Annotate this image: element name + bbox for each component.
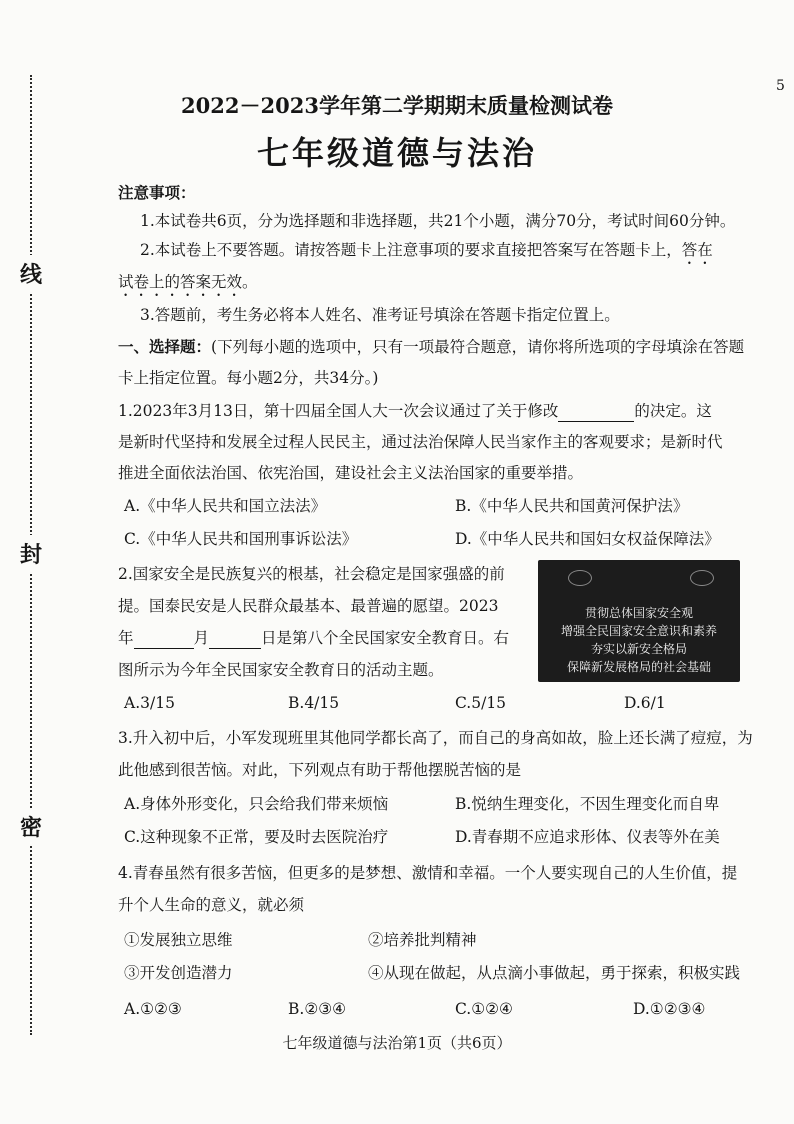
exam-title: 2022－2023学年第二学期期末质量检测试卷 — [181, 93, 613, 118]
question-1-stem: 1.2023年3月13日，第十四届全国人大一次会议通过了关于修改 的决定。这 — [118, 402, 712, 420]
binding-char-bottom: 密 — [18, 808, 44, 845]
question-2-stem-4: 图所示为今年全民国家安全教育日的活动主题。 — [118, 661, 444, 679]
question-2-option-b: B.4/15 — [288, 694, 340, 712]
question-4-statement-4: ④从现在做起，从点滴小事做起，勇于探索，积极实践 — [368, 964, 741, 982]
question-1-option-b: B.《中华人民共和国黄河保护法》 — [455, 497, 689, 515]
question-3-option-b: B.悦纳生理变化，不因生理变化而自卑 — [455, 795, 720, 813]
emblem-icon — [568, 570, 592, 586]
notice-heading: 注意事项： — [118, 183, 196, 202]
notice-item-3: 3.答题前，考生务必将本人姓名、准考证号填涂在答题卡指定位置上。 — [140, 306, 620, 324]
question-1-option-a: A.《中华人民共和国立法法》 — [124, 497, 327, 515]
question-2-stem-3: 年 月 日是第八个全民国家安全教育日。右 — [118, 629, 510, 647]
question-2-option-a: A.3/15 — [124, 694, 175, 712]
question-4-option-b: B.②③④ — [288, 1000, 347, 1018]
notice-item-2-cont: 试卷上的答案无效。 — [118, 273, 258, 291]
poster-line-2: 增强全民国家安全意识和素养 — [560, 624, 717, 638]
question-3-stem-2: 此他感到很苦恼。对此，下列观点有助于帮他摆脱苦恼的是 — [118, 761, 522, 779]
section1-instructions: 一、选择题：(下列每小题的选项中，只有一项最符合题意，请你将所选项的字母填涂在答题 — [118, 337, 745, 356]
page-number: 5 — [776, 78, 785, 94]
notice-item-2: 2.本试卷上不要答题。请按答题卡上注意事项的要求直接把答案写在答题卡上，答在 — [140, 241, 713, 259]
exam-subject: 七年级道德与法治 — [256, 134, 537, 172]
poster-line-3: 夯实以新安全格局 — [590, 642, 687, 656]
binding-char-middle: 封 — [18, 535, 44, 572]
question-4-stem: 4.青春虽然有很多苦恼，但更多的是梦想、激情和幸福。一个人要实现自己的人生价值，提 — [118, 864, 738, 882]
question-3-option-d: D.青春期不应追求形体、仪表等外在美 — [455, 828, 720, 846]
page-footer: 七年级道德与法治第1页（共6页） — [282, 1034, 512, 1052]
section1-instructions-cont: 卡上指定位置。每小题2分，共34分。) — [118, 369, 379, 387]
question-4-option-c: C.①②④ — [455, 1000, 513, 1018]
question-4-statement-2: ②培养批判精神 — [368, 931, 477, 949]
binding-char-top: 线 — [18, 255, 44, 292]
question-4-stem-2: 升个人生命的意义，就必须 — [118, 896, 305, 914]
question-1-stem-2: 是新时代坚持和发展全过程人民民主，通过法治保障人民当家作主的客观要求；是新时代 — [118, 433, 723, 451]
question-3-stem: 3.升入初中后，小军发现班里其他同学都长高了，而自己的身高如故，脸上还长满了痘痘，为 — [118, 729, 753, 747]
question-1-option-d: D.《中华人民共和国妇女权益保障法》 — [455, 530, 720, 548]
question-2-option-d: D.6/1 — [624, 694, 666, 712]
question-3-option-a: A.身体外形变化，只会给我们带来烦恼 — [124, 795, 389, 813]
notice-item-1: 1.本试卷共6页，分为选择题和非选择题，共21个小题，满分70分，考试时间60分钟。 — [140, 212, 736, 230]
question-4-statement-1: ①发展独立思维 — [124, 931, 233, 949]
question-2-option-c: C.5/15 — [455, 694, 507, 712]
answer-blank-month — [134, 628, 194, 649]
poster-line-1: 贯彻总体国家安全观 — [584, 606, 693, 620]
question-2-stem: 2.国家安全是民族复兴的根基，社会稳定是国家强盛的前 — [118, 565, 505, 583]
security-day-poster — [538, 560, 740, 682]
question-1-option-c: C.《中华人民共和国刑事诉讼法》 — [124, 530, 358, 548]
poster-line-4: 保障新发展格局的社会基础 — [566, 660, 711, 674]
question-2-stem-2: 提。国泰民安是人民群众最基本、最普遍的愿望。2023 — [118, 597, 499, 615]
answer-blank — [558, 401, 634, 422]
question-4-option-d: D.①②③④ — [633, 1000, 706, 1018]
question-4-option-a: A.①②③ — [124, 1000, 182, 1018]
emblem-icon — [690, 570, 714, 586]
question-1-stem-3: 推进全面依法治国、依宪治国，建设社会主义法治国家的重要举措。 — [118, 464, 584, 482]
question-4-statement-3: ③开发创造潜力 — [124, 964, 233, 982]
answer-blank-day — [209, 628, 261, 649]
question-3-option-c: C.这种现象不正常，要及时去医院治疗 — [124, 828, 389, 846]
